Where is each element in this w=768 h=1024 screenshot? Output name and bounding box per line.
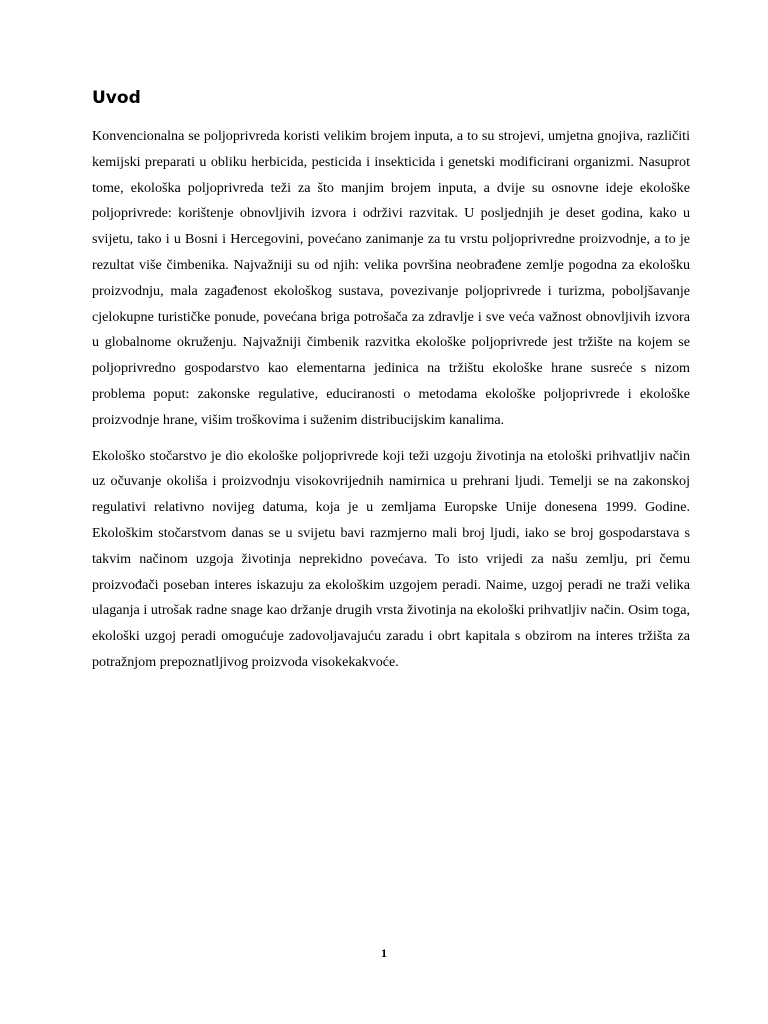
paragraph-1: Konvencionalna se poljoprivreda koristi velikim brojem inputa, a to su strojevi, umjetna gnojiva, različiti kemijski preparati u obliku herbicida, pesticida i insekticida i genetski modificirani organizmi. Nasuprot tome, ekološka poljoprivreda teži za što manjim brojem inputa, a dvije su osnovne ideje ekološke poljoprivrede: korištenje obnovljivih izvora i održivi razvitak. U posljednjih je deset godina, kako u svijetu, tako i u Bosni i Hercegovini, povećano zanimanje za tu vrstu poljoprivredne proizvodnje, a to je rezultat više čimbenika. Najvažniji su od njih: velika površina neobrađene zemlje pogodna za ekološku proizvodnju, mala zagađenost ekološkog sustava, povezivanje poljoprivrede i turizma, poboljšavanje cjelokupne turističke ponude, povećana briga potrošača za zdravlje i sve veća važnost obnovljivih izvora u globalnome okruženju. Najvažniji čimbenik razvitka ekološke poljoprivrede jest tržište na kojem se poljoprivredno gospodarstvo kao elementarna jedinica na tržištu ekološke hrane susreće s nizom problema poput: zakonske regulative, educiranosti o metodama ekološke poljoprivrede i ekološke proizvodnje hrane, višim troškovima i suženim distribucijskim kanalima. [92, 128, 690, 428]
paragraph-2: Ekološko stočarstvo je dio ekološke poljoprivrede koji teži uzgoju životinja na etološki prihvatljiv način uz očuvanje okoliša i proizvodnju visokovrijednih namirnica u prehrani ljudi. Temelji se na zakonskoj regulativi relativno novijeg datuma, koja je u zemljama Europske Unije donesena 1999. Godine. Ekološkim stočarstvom danas se u svijetu bavi razmjerno mali broj ljudi, iako se broj gospodarstava s takvim načinom uzgoja životinja neprekidno povećava. To isto vrijedi za našu zemlju, pri čemu proizvođači poseban interes iskazuju za ekološkim uzgojem peradi. Naime, uzgoj peradi ne traži velika ulaganja i utrošak radne snage kao držanje drugih vrsta životinja na ekološki prihvatljiv način. Osim toga, ekološki uzgoj peradi omogućuje zadovoljavajuću zaradu i obrt kapitala s obzirom na interes tržišta za potražnjom prepoznatljivog proizvoda visokekakvoće. [92, 447, 690, 670]
body-text [92, 124, 690, 676]
page-number: 1 [381, 946, 387, 960]
section-heading: Uvod [92, 88, 141, 108]
